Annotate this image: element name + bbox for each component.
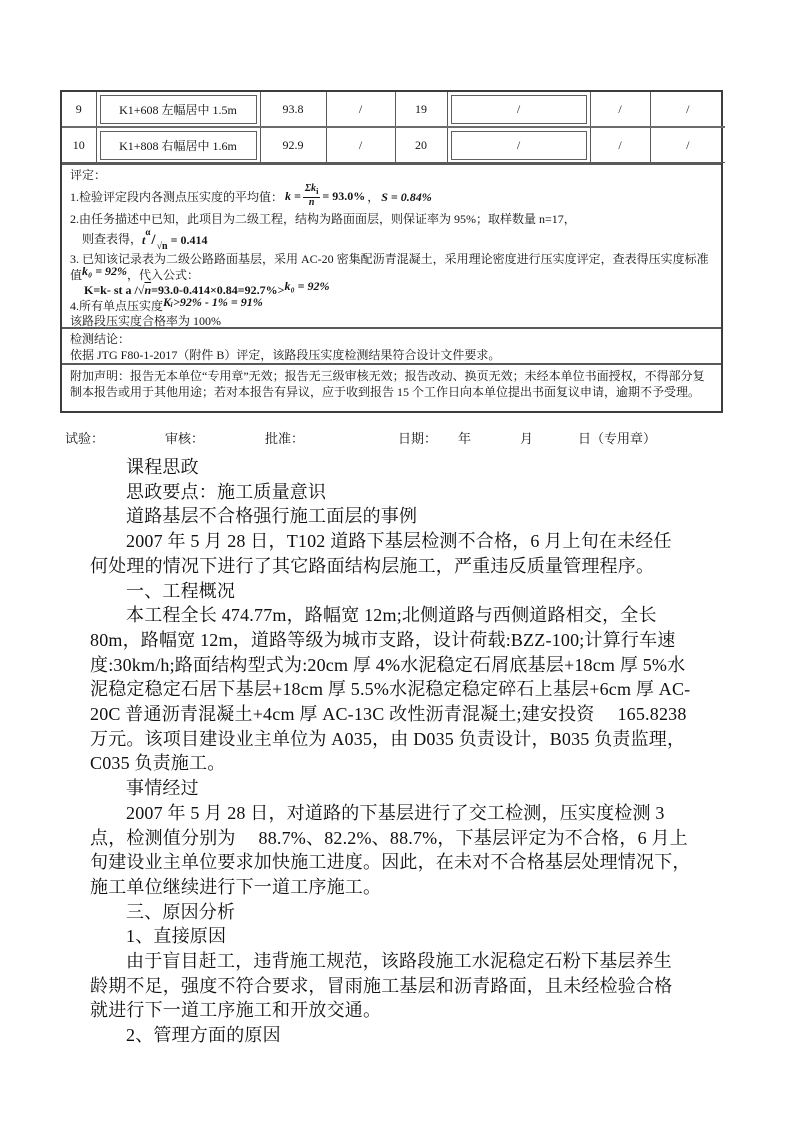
slash-box: /: [451, 131, 587, 160]
table-row: [62, 127, 725, 163]
body-line: 点，检测值分别为 88.7%、82.2%、88.7%，下基层评定为不合格，6 月上: [90, 827, 688, 848]
item1-text: 1.检验评定段内各测点压实度的平均值：: [70, 189, 284, 204]
body-line: 20C 普通沥青混凝土+4cm 厚 AC-13C 改性沥青混凝土;建安投资 165.8238: [90, 704, 687, 725]
signature-review: 审核：: [165, 431, 205, 446]
table-row: [62, 92, 725, 127]
signature-day-seal: 日（专用章）: [578, 431, 657, 446]
body-line: 道路基层不合格强行施工面层的事例: [126, 506, 418, 527]
conclusion-section: [62, 327, 721, 363]
assessment-label: 评定：: [70, 168, 107, 182]
cell-location: [96, 92, 260, 127]
assessment-section: [62, 163, 721, 327]
formula-mean: k = $\frac{\Sigma k_i}{n}$ = 93.0%: [285, 183, 366, 209]
cell-slash: /: [326, 127, 395, 163]
cell-seq2: 19: [395, 92, 447, 127]
assessment-item-2b: 则查表得， $t^\alpha/_{√n} = 0.414$: [82, 227, 208, 253]
assessment-item-3: 3. 已知该记录表为二级公路路面基层，采用 AC-20 密集配沥青混凝土，采用理论密度进行压实度评定，查表得压实度标准值k₀ = 92%，代入公式：: [70, 252, 709, 282]
cell-boxed-slash: [447, 127, 590, 163]
location-box: K1+808 右幅居中 1.6m: [100, 131, 257, 160]
body-line: 思政要点：施工质量意识: [126, 481, 327, 502]
signature-approve: 批准：: [265, 431, 305, 446]
body-line: 由于盲目赶工，违背施工规范，该路段施工水泥稳定石粉下基层养生: [126, 951, 672, 972]
course-ideology-text: [90, 455, 742, 1048]
body-line: 1、直接原因: [126, 926, 227, 947]
assessment-formula-line: K=k- st a /√n=93.0-0.414×0.84=92.7%>k₀ = 92%: [84, 279, 330, 297]
cell-slash: /: [326, 92, 395, 127]
slash-box: /: [451, 95, 587, 124]
signature-month: 月: [520, 431, 534, 446]
cell-boxed-slash: [447, 92, 590, 127]
cell-value: 92.9: [260, 127, 326, 163]
body-line: 度:30km/h;路面结构型式为:20cm 厚 4%水泥稳定石屑底基层+18cm 厚 5%水: [90, 654, 686, 675]
body-line: C035 负责施工。: [90, 753, 226, 774]
cell-seq2: 20: [395, 127, 447, 163]
body-line: 龄期不足，强度不符合要求，冒雨施工基层和沥青路面，且未经检验合格: [90, 975, 673, 996]
assessment-item-5: 该路段压实度合格率为 100%: [70, 314, 221, 327]
cell-slash: /: [590, 92, 650, 127]
signature-row: [60, 428, 760, 446]
body-line: 旬建设业主单位要求加快施工进度。因此，在未对不合格基层处理情况下，: [90, 852, 691, 873]
formula-k0: k₀ = 92%: [82, 263, 128, 278]
body-line: 本工程全长 474.77m，路幅宽 12m;北侧道路与西侧道路相交，全长: [126, 605, 657, 626]
body-line: 泥稳定稳定石居下基层+18cm 厚 5.5%水泥稳定稳定碎石上基层+6cm 厚 AC-: [90, 679, 691, 700]
assessment-item-2: 2.由任务描述中已知，此项目为二级工程，结构为路面面层，则保证率为 95%；取样数量 n=17，: [70, 211, 576, 226]
body-line: 2007 年 5 月 28 日，对道路的下基层进行了交工检测，压实度检测 3: [126, 802, 665, 823]
signature-test: 试验：: [65, 431, 105, 446]
body-line: 一、工程概况: [126, 580, 236, 601]
formula-s: S = 0.84%: [381, 189, 432, 204]
assessment-item-4: 4.所有单点压实度Kᵢ>92% - 1% = 91%: [70, 294, 263, 313]
cell-seq: 10: [62, 127, 96, 163]
body-line: 课程思政: [126, 457, 199, 477]
body-line: 80m，路幅宽 12m，道路等级为城市支路，设计荷载:BZZ-100;计算行车速: [90, 629, 676, 650]
formula-t-alpha: $t^\alpha/_{√n} = 0.414$: [142, 227, 208, 253]
body-line: 事情经过: [126, 778, 199, 799]
body-line: 2007 年 5 月 28 日，T102 道路下基层检测不合格，6 月上旬在未经任: [126, 531, 672, 552]
location-box: K1+608 左幅居中 1.5m: [100, 95, 257, 124]
cell-slash: /: [650, 92, 725, 127]
conclusion-text: 依据 JTG F80-1-2017（附件 B）评定，该路段压实度检测结果符合设计文件要求。: [70, 347, 501, 362]
cell-slash: /: [650, 127, 725, 163]
formula-k0-2: k₀ = 92%: [284, 279, 330, 293]
body-line: 2、管理方面的原因: [126, 1025, 281, 1046]
test-report-table: [60, 90, 723, 413]
cell-value: 93.8: [260, 92, 326, 127]
signature-date: 日期：: [398, 431, 438, 446]
measurement-table: [62, 92, 725, 163]
body-line: 三、原因分析: [126, 901, 236, 922]
cell-seq: 9: [62, 92, 96, 127]
body-line: 何处理的情况下进行了其它路面结构层施工，严重违反质量管理程序。: [90, 555, 655, 576]
body-line: 万元。该项目建设业主单位为 A035，由 D035 负责设计，B035 负责监理，: [90, 728, 686, 749]
formula-ki: Kᵢ>92% - 1% = 91%: [163, 294, 263, 309]
cell-slash: /: [590, 127, 650, 163]
signature-year: 年: [458, 431, 472, 446]
body-line: 施工单位继续进行下一道工序施工。: [90, 876, 382, 897]
cell-location: [96, 127, 260, 163]
conclusion-label: 检测结论：: [70, 332, 131, 346]
assessment-item-1: 1.检验评定段内各测点压实度的平均值： k = $\frac{\Sigma k_i}{n}$ = 93.0% ， S = 0.84%: [70, 183, 432, 209]
disclaimer-section: 附加声明：报告无本单位“专用章”无效；报告无三级审核无效；报告改动、换页无效；未经本单位书面授权，不得部分复制本报告或用于其他用途；若对本报告有异议，应于收到报告 15 个工作日向本单位提出书面复议申请，逾期不予受理。: [62, 363, 721, 411]
body-line: 就进行下一道工序施工和开放交通。: [90, 1000, 382, 1021]
